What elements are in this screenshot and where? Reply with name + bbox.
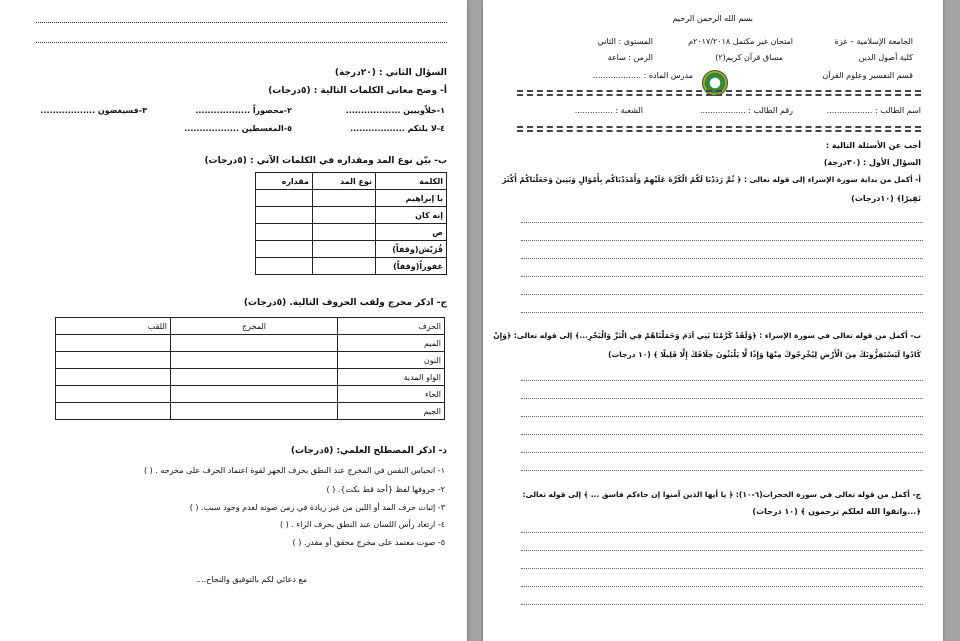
answer-cell[interactable] (256, 241, 313, 258)
answer-line[interactable] (521, 294, 923, 295)
table-row (256, 207, 447, 224)
table-row (56, 335, 445, 352)
word-3: ٣-فسيغضون .................. (40, 106, 147, 115)
question-1-title: السؤال الأول : (٣٠درجة) (823, 158, 921, 167)
student-id-field[interactable]: رقم الطالب : .................. (699, 106, 793, 115)
madd-header-word: الكلمة (376, 173, 447, 190)
answer-cell[interactable] (256, 224, 313, 241)
word-5: ٥-المغسطين .................. (184, 124, 292, 133)
exam-page-2 (0, 0, 467, 641)
department-name: قسم التفسير وعلوم القرآن (822, 71, 913, 80)
answer-line[interactable] (521, 240, 923, 241)
faculty-name: كلية أصول الدين (858, 53, 913, 62)
madd-table (255, 172, 447, 275)
answer-cell[interactable] (313, 207, 376, 224)
question-2c-title: ج- اذكر مخرج ولقب الحروف التالية. (٥درجات) (243, 298, 447, 308)
answer-cell[interactable] (56, 369, 171, 386)
answer-line[interactable] (521, 312, 923, 313)
university-logo (702, 70, 728, 96)
answer-cell[interactable] (171, 369, 338, 386)
answer-cell[interactable] (313, 241, 376, 258)
table-row (56, 386, 445, 403)
closing-note: مع دعائي لكم بالتوفيق والنجاح.... (196, 575, 307, 584)
answer-cell[interactable] (256, 258, 313, 275)
madd-word: غفوراً(وقفاً) (376, 258, 447, 275)
question-1c: ج- أكمل من قوله تعالى في سورة الحجرات(٦-١٠): ﴿ يا أيها الذين آمنوا إن جاءكم فاسق ... ﴾ إلى قوله تعالى: (522, 490, 921, 499)
letter-cell: الواو المدية (338, 369, 445, 386)
answer-line[interactable] (521, 222, 923, 223)
answer-line[interactable] (521, 568, 923, 569)
university-name: الجامعة الإسلامية – غزة (834, 37, 913, 46)
separator (517, 90, 921, 92)
separator (517, 94, 921, 96)
question-1a-cont: نَفِيرًا﴾ (١٠درجات) (851, 194, 921, 203)
table-row (256, 258, 447, 275)
table-row (256, 241, 447, 258)
answer-line[interactable] (521, 398, 923, 399)
table-row (56, 352, 445, 369)
teacher-label: مدرس المادة : ................... (592, 71, 693, 80)
term-3: ٣- إثبات حرف المد أو اللين من غير زيادة في زمن صوته لعدم وجود سبب. ( ) (189, 503, 445, 512)
answer-cell[interactable] (56, 403, 171, 420)
answer-cell[interactable] (171, 403, 338, 420)
question-1c-cont: ﴿...واتقوا الله لعلكم ترحمون ﴾ (١٠ درجات) (752, 507, 921, 516)
answer-cell[interactable] (56, 386, 171, 403)
answer-cell[interactable] (171, 335, 338, 352)
letters-header-title: اللقب (56, 318, 171, 335)
answer-line[interactable] (521, 380, 923, 381)
exam-title: امتحان غير مكتمل ٢٠١٧/٢٠١٨م (688, 37, 793, 46)
answer-cell[interactable] (313, 190, 376, 207)
answer-cell[interactable] (256, 207, 313, 224)
answer-cell[interactable] (56, 352, 171, 369)
answer-cell[interactable] (56, 335, 171, 352)
table-row (56, 369, 445, 386)
madd-word: إنه كان (376, 207, 447, 224)
answer-line[interactable] (521, 452, 923, 453)
answer-line[interactable] (521, 434, 923, 435)
table-row (256, 224, 447, 241)
letters-header-letter: الحرف (338, 318, 445, 335)
term-2: ٢- حروفها لفظ {أجد قط بكت}. ( ) (326, 485, 445, 494)
separator (517, 130, 921, 132)
basmala: بسم الله الرحمن الرحيم (672, 14, 753, 23)
table-row (256, 190, 447, 207)
letters-header-makhraj: المخرج (171, 318, 338, 335)
madd-word: ص (376, 224, 447, 241)
letter-cell: الميم (338, 335, 445, 352)
answer-cell[interactable] (313, 224, 376, 241)
answer-cell[interactable] (171, 352, 338, 369)
madd-word: قُرَيْش(وقفاً) (376, 241, 447, 258)
madd-word: يا إبراهيم (376, 190, 447, 207)
answer-line (36, 42, 447, 43)
letter-cell: الجيم (338, 403, 445, 420)
letter-cell: النون (338, 352, 445, 369)
letters-table (55, 317, 445, 420)
course-name: مساق قرآن كريم(٢) (715, 53, 783, 62)
student-name-field[interactable]: اسم الطالب : .................. (826, 106, 921, 115)
term-1: ١- انحباس النفس في المخرج عند النطق بحرف الجهر لقوة اعتماد الحرف على مخرجه . ( ) (143, 466, 445, 475)
answer-line (36, 22, 447, 23)
question-2a-title: أ- وضح معانى الكلمات التالية : (٥درجات) (268, 86, 447, 96)
section-field[interactable]: الشعبة : ............... (574, 106, 643, 115)
question-1a: أ- أكمل من بداية سورة الإسراء إلى قوله تعالى : ﴿ ثُمَّ رَدَدْنَا لَكُمُ الْكَرَّةَ عَلَيْهِمْ وَأَمْدَدْنَاكُم بِأَمْوَالٍ وَبَنِينَ وَجَعَلْنَاكُمْ أَكْثَرَ (502, 175, 921, 184)
answer-line[interactable] (521, 258, 923, 259)
answer-line[interactable] (521, 604, 923, 605)
answer-cell[interactable] (313, 258, 376, 275)
answer-cell[interactable] (256, 190, 313, 207)
answer-line[interactable] (521, 586, 923, 587)
question-2-title: السؤال الثاني : (٢٠درجة) (334, 68, 447, 78)
question-2d-title: د- اذكر المصطلح العلمي: (٥درجات) (290, 446, 447, 456)
answer-line[interactable] (521, 470, 923, 471)
madd-header-type: نوع المد (313, 173, 376, 190)
answer-line[interactable] (521, 416, 923, 417)
madd-header-amount: مقداره (256, 173, 313, 190)
term-4: ٤- ارتعاد رأس اللسان عند النطق بحرف الراء . ( ) (279, 520, 445, 529)
word-4: ٤-لا يلتكم .................. (350, 124, 445, 133)
term-5: ٥- صوت معتمد على مخرج محقق أو مقدر. ( ) (292, 538, 445, 547)
answer-line[interactable] (521, 276, 923, 277)
instructions: أجب عن الأسئلة التالية : (825, 141, 921, 150)
word-2: ٢-محصوراً .................. (195, 106, 292, 115)
level-label: المستوى : الثاني (597, 37, 653, 46)
answer-line[interactable] (521, 550, 923, 551)
answer-cell[interactable] (171, 386, 338, 403)
question-2b-title: ب- بيّن نوع المد ومقداره في الكلمات الآتي : (٥درجات) (204, 156, 447, 166)
separator (517, 126, 921, 128)
letter-cell: الحاء (338, 386, 445, 403)
time-label: الزمن : ساعة (607, 53, 653, 62)
table-row (56, 403, 445, 420)
exam-page-1 (483, 0, 943, 641)
word-1: ١-خلاّوييين .................. (345, 106, 445, 115)
answer-line[interactable] (521, 532, 923, 533)
question-1b: ب- أكمل من قوله تعالى في سورة الإسراء : ﴿وَلَقَدْ كَرَّمْنَا بَنِي آدَمَ وَحَمَلْنَاهُمْ فِي الْبَرِّ وَالْبَحْرِ...﴾ إلى قوله تعالى: ﴿وَإِنْ (493, 331, 921, 340)
question-1b-cont: كَادُوا لَيَسْتَفِزُّونَكَ مِنَ الْأَرْضِ لِيُخْرِجُوكَ مِنْهَا وَإِذًا لَّا يَلْبَثُونَ خِلَافَكَ إِلَّا قَلِيلًا ﴾ (١٠ درجات) (608, 350, 921, 359)
